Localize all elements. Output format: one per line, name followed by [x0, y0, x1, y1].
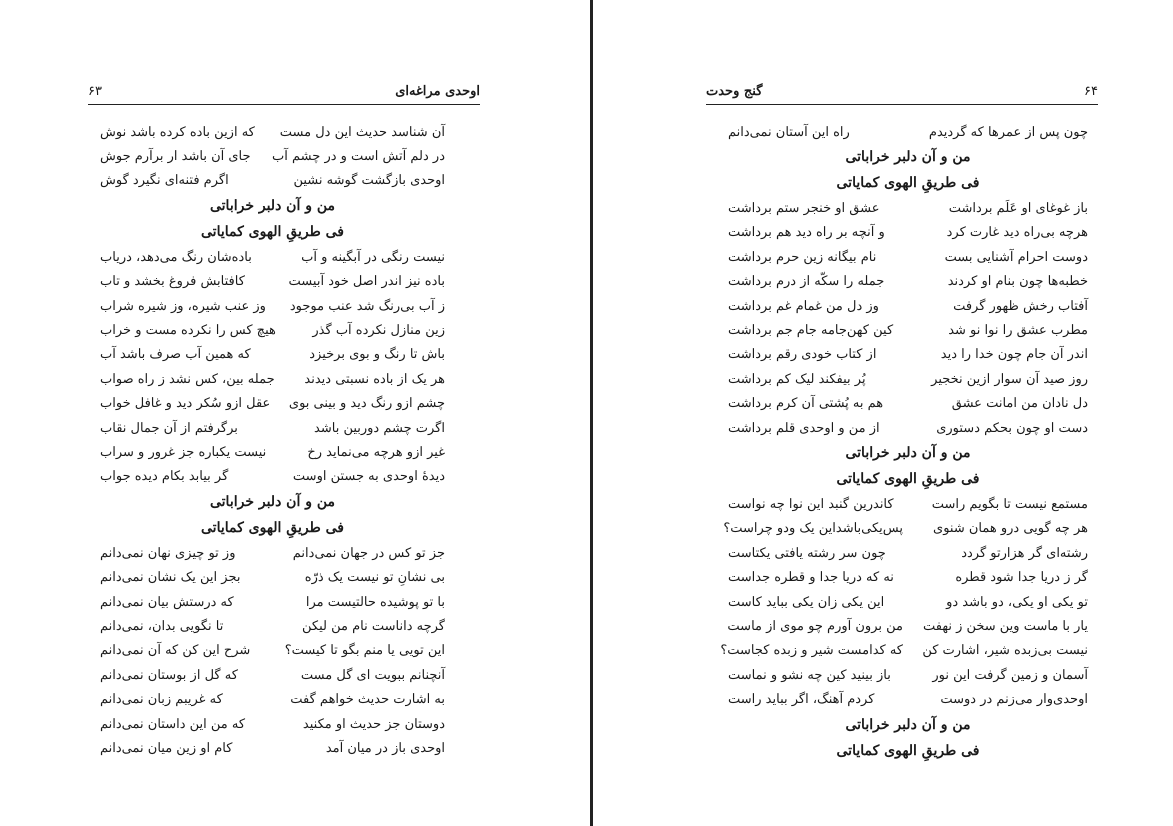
second-hemistich: وز دل من غمام غم برداشت: [728, 298, 879, 314]
verse-group: [728, 120, 1088, 144]
first-hemistich: در دلم آتش است و در چشم آب: [272, 149, 445, 165]
second-hemistich: عشق او خنجر ستم برداشت: [728, 201, 880, 217]
verse-group: [100, 120, 445, 193]
second-hemistich: وز عنب شیره، وز شیره شراب: [100, 298, 266, 314]
first-hemistich: هرچه بی‌راه دید غارت کرد: [946, 225, 1088, 241]
verse-row: [728, 196, 1088, 220]
verse-row: [100, 392, 445, 416]
first-hemistich: آفتاب رخش ظهور گرفت: [953, 298, 1088, 314]
verse-row: [100, 590, 445, 614]
verse-row: [720, 639, 1088, 663]
verse-group: [100, 541, 445, 761]
left-page-number: ۶۳: [88, 84, 102, 99]
verse-row: [723, 517, 1088, 541]
first-hemistich: ز آب بی‌رنگ شد عنب موجود: [289, 298, 445, 314]
first-hemistich: اوحدی باز در میان آمد: [325, 740, 445, 756]
second-hemistich: جمله را سکّه از درم برداشت: [728, 274, 885, 290]
verse-row: [728, 120, 1088, 144]
second-hemistich: از من و اوحدی قلم برداشت: [728, 420, 880, 436]
refrain-line: من و آن دلبر خراباتی: [845, 716, 971, 733]
first-hemistich: دوستان جز حدیث او مکنید: [302, 716, 445, 732]
first-hemistich: رشته‌ای گر هزارتو گردد: [961, 545, 1088, 561]
second-hemistich: جمله بین، کس نشد ز راه صواب: [100, 371, 275, 387]
first-hemistich: اندر آن جام چون خدا را دید: [940, 347, 1088, 363]
second-hemistich: چون سر رشته یافتی یکتاست: [728, 545, 886, 561]
verse-row: [100, 270, 445, 294]
verse-row: [100, 465, 445, 489]
refrain-line: من و آن دلبر خراباتی: [209, 198, 336, 215]
first-hemistich: این تویی یا منم بگو تا کیست؟: [284, 643, 445, 659]
first-hemistich: آنچنانم ببویت ای گل مست: [300, 667, 445, 683]
refrain-line: فی طریقِ الهوی کمایاتی: [836, 471, 980, 488]
second-hemistich: که کدامست شیر و زبده کجاست؟: [720, 643, 903, 659]
first-hemistich: باز غوغای او عَلَم برداشت: [948, 201, 1088, 217]
first-hemistich: مستمع نیست تا بگویم راست: [931, 496, 1088, 512]
verse-row: [100, 712, 445, 736]
verse-row: [100, 614, 445, 638]
verse-row: [100, 565, 445, 589]
second-hemistich: که گل از بوستان نمی‌دانم: [100, 667, 238, 683]
first-hemistich: یار با ماست وین سخن ز نهفت: [922, 618, 1088, 634]
verse-group: [728, 196, 1088, 440]
first-hemistich: چشم ازو رنگ دید و بینی بوی: [288, 396, 445, 412]
second-hemistich: بجز این یک نشان نمی‌دانم: [100, 570, 241, 586]
verse-row: [728, 614, 1088, 638]
verse-row: [728, 541, 1088, 565]
verse-row: [728, 565, 1088, 589]
first-hemistich: گر ز دریا جدا شود قطره: [955, 570, 1088, 586]
refrain-line: فی طریقِ الهوی کمایاتی: [836, 742, 980, 759]
verse-row: [100, 120, 445, 144]
second-hemistich: هیچ کس را نکرده مست و خراب: [100, 323, 276, 339]
first-hemistich: به اشارت حدیث خواهم گفت: [290, 692, 445, 708]
first-hemistich: آن شناسد حدیث این دل مست: [279, 124, 445, 140]
right-page-header: [706, 82, 1098, 105]
second-hemistich: این یکی زان یکی بباید کاست: [728, 594, 885, 610]
second-hemistich: از کتاب خودی رقم برداشت: [728, 347, 877, 363]
first-hemistich: آسمان و زمین گرفت این نور: [932, 667, 1088, 683]
book-spine: [590, 0, 593, 826]
first-hemistich: با تو پوشیده حالتیست مرا: [305, 594, 445, 610]
second-hemistich: پُر بیفکند لیک کم برداشت: [728, 371, 866, 387]
verse-row: [100, 687, 445, 711]
verse-row: [100, 144, 445, 168]
verse-row: [100, 367, 445, 391]
second-hemistich: کافتابش فروغ بخشد و تاب: [100, 274, 245, 290]
second-hemistich: که من این داستان نمی‌دانم: [100, 716, 246, 732]
second-hemistich: نیست یکباره جز غرور و سراب: [100, 444, 267, 460]
second-hemistich: باده‌شان رنگ می‌دهد، دریاب: [100, 249, 252, 265]
right-page: [596, 0, 1173, 826]
verse-row: [100, 639, 445, 663]
first-hemistich: دست او چون بحکم دستوری: [936, 420, 1088, 436]
verse-row: [728, 367, 1088, 391]
first-hemistich: زین منازل نکرده آب گذر: [312, 323, 445, 339]
first-hemistich: اوحدی بازگشت گوشه نشین: [293, 173, 445, 189]
verse-row: [728, 663, 1088, 687]
refrain-line: فی طریقِ الهوی کمایاتی: [836, 175, 980, 192]
right-page-title: گنج وحدت: [706, 84, 763, 99]
verse-row: [728, 392, 1088, 416]
verse-row: [100, 294, 445, 318]
verse-row: [728, 416, 1088, 440]
first-hemistich: چون پس از عمرها که گردیدم: [928, 124, 1088, 140]
verse-group: [720, 492, 1088, 712]
verse-row: [100, 245, 445, 269]
first-hemistich: غیر ازو هرچه می‌نماید رخ: [307, 444, 445, 460]
second-hemistich: نام بیگانه زین حرم برداشت: [728, 249, 877, 265]
second-hemistich: تا نگویی بدان، نمی‌دانم: [100, 618, 224, 634]
refrain-line: فی طریقِ الهوی کمایاتی: [201, 224, 344, 241]
second-hemistich: و آنچه بر راه دید هم برداشت: [728, 225, 885, 241]
refrain-line: من و آن دلبر خراباتی: [209, 494, 336, 511]
verse-row: [728, 294, 1088, 318]
first-hemistich: جز تو کس در جهان نمی‌دانم: [292, 545, 445, 561]
second-hemistich: پس‌یکی‌باشداین یک ودو چراست؟: [723, 521, 903, 537]
first-hemistich: گرچه داناست نام من لیکن: [302, 618, 445, 634]
second-hemistich: کردم آهنگ، اگر بباید راست: [728, 692, 875, 708]
verse-row: [728, 492, 1088, 516]
verse-row: [728, 270, 1088, 294]
first-hemistich: تو یکی او یکی، دو باشد دو: [946, 594, 1088, 610]
verse-group: [100, 245, 445, 489]
left-page-poem: [100, 120, 445, 761]
verse-row: [728, 687, 1088, 711]
first-hemistich: هر یک از باده نسبتی دیدند: [304, 371, 445, 387]
first-hemistich: دوست احرام آشنایی بست: [944, 249, 1088, 265]
first-hemistich: دل نادان من امانت عشق: [951, 396, 1088, 412]
verse-row: [100, 663, 445, 687]
first-hemistich: نیست بی‌زبده شیر، اشارت کن: [922, 643, 1088, 659]
first-hemistich: نیست رنگی در آبگینه و آب: [301, 249, 445, 265]
first-hemistich: باده نیز اندر اصل خود آبیست: [288, 274, 445, 290]
second-hemistich: باز بینید کین چه نشو و نماست: [728, 667, 891, 683]
second-hemistich: که همین آب صرف باشد آب: [100, 347, 251, 363]
refrain-line: فی طریقِ الهوی کمایاتی: [201, 520, 344, 537]
verse-row: [100, 440, 445, 464]
second-hemistich: برگرفتم از آن جمال نقاب: [100, 420, 238, 436]
second-hemistich: اگرم فتنه‌ای نگیرد گوش: [100, 173, 229, 189]
second-hemistich: من برون آورم چو موی از ماست: [727, 618, 903, 634]
second-hemistich: گر بیابد بکام دیده جواب: [100, 469, 229, 485]
verse-row: [100, 541, 445, 565]
first-hemistich: اوحدی‌وار می‌زنم در دوست: [940, 692, 1088, 708]
first-hemistich: هر چه گویی درو همان شنوی: [933, 521, 1088, 537]
first-hemistich: بی نشانِ تو نیست یک ذرّه: [304, 570, 445, 586]
second-hemistich: کاندرین گنبد این نوا چه نواست: [728, 496, 894, 512]
second-hemistich: که ازین باده کرده باشد نوش: [100, 124, 255, 140]
second-hemistich: که غریبم زبان نمی‌دانم: [100, 692, 223, 708]
verse-row: [728, 318, 1088, 342]
second-hemistich: جای آن باشد ار برآرم جوش: [100, 149, 251, 165]
second-hemistich: عقل ازو سُکر دید و غافل خواب: [100, 396, 271, 412]
verse-row: [728, 343, 1088, 367]
first-hemistich: باش تا رنگ و بوی برخیزد: [309, 347, 445, 363]
verse-row: [100, 343, 445, 367]
first-hemistich: مطرب عشق را نوا نو شد: [948, 323, 1088, 339]
verse-row: [100, 169, 445, 193]
second-hemistich: که درستش بیان نمی‌دانم: [100, 594, 234, 610]
second-hemistich: کین کهن‌جامه جام جم برداشت: [728, 323, 894, 339]
second-hemistich: نه که دریا جدا و قطره جداست: [728, 570, 894, 586]
refrain-line: من و آن دلبر خراباتی: [845, 445, 971, 462]
right-page-number: ۶۴: [1084, 84, 1098, 99]
first-hemistich: روز صید آن سوار ازین نخجیر: [931, 371, 1088, 387]
left-page-header: [88, 82, 480, 105]
second-hemistich: هم به پُشتی آن کرم برداشت: [728, 396, 884, 412]
verse-row: [728, 245, 1088, 269]
first-hemistich: خطبه‌ها چون بنام او کردند: [947, 274, 1088, 290]
second-hemistich: کام او زین میان نمی‌دانم: [100, 740, 233, 756]
second-hemistich: شرح این کن که آن نمی‌دانم: [100, 643, 251, 659]
left-page-title: اوحدی مراغه‌ای: [395, 84, 480, 99]
refrain-line: من و آن دلبر خراباتی: [845, 149, 971, 166]
verse-row: [100, 736, 445, 760]
verse-row: [100, 416, 445, 440]
first-hemistich: اگرت چشم دوربین باشد: [314, 420, 445, 436]
first-hemistich: دیدهٔ اوحدی به جستن اوست: [292, 469, 445, 485]
second-hemistich: راه این آستان نمی‌دانم: [728, 124, 850, 140]
verse-row: [100, 318, 445, 342]
verse-row: [728, 221, 1088, 245]
second-hemistich: وز تو چیزی نهان نمی‌دانم: [100, 545, 236, 561]
right-page-poem: [720, 120, 1088, 764]
verse-row: [728, 590, 1088, 614]
